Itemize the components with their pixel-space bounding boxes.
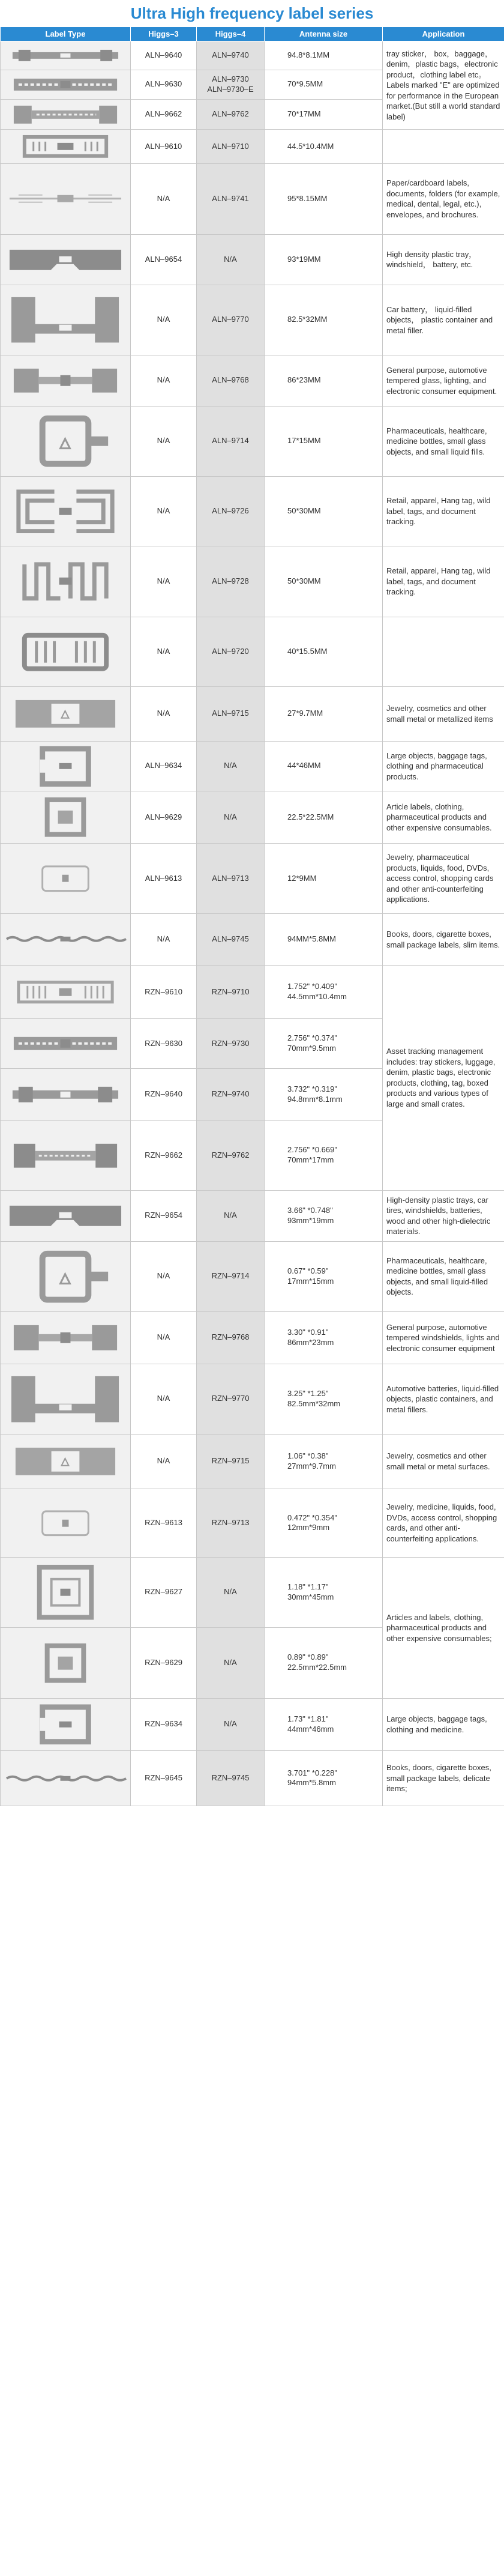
label-image-cell <box>1 355 131 407</box>
antenna-icon <box>1 1699 130 1750</box>
label-image-cell <box>1 234 131 285</box>
antenna-size-cell: 27*9.7MM <box>265 686 383 741</box>
antenna-size-cell: 3.25" *1.25" 82.5mm*32mm <box>265 1364 383 1434</box>
antenna-icon <box>1 1191 130 1241</box>
higgs4-cell: RZN–9713 <box>197 1489 265 1557</box>
higgs3-cell: N/A <box>131 476 197 546</box>
higgs3-cell: ALN–9634 <box>131 741 197 791</box>
higgs3-cell: RZN–9640 <box>131 1068 197 1120</box>
application-cell: Jewelry, medicine, liquids, food, DVDs, access control, shopping cards, and other anti-counterfeiting applications. <box>383 1489 504 1557</box>
application-cell: High density plastic tray，windshield， battery, etc. <box>383 234 504 285</box>
antenna-icon <box>1 617 130 686</box>
antenna-size-cell: 12*9MM <box>265 843 383 913</box>
table-row <box>1 164 504 234</box>
label-image-cell <box>1 1489 131 1557</box>
label-image-cell <box>1 1558 131 1627</box>
antenna-icon <box>1 1628 130 1698</box>
antenna-size-cell: 82.5*32MM <box>265 285 383 355</box>
higgs3-cell: ALN–9629 <box>131 791 197 844</box>
label-image-cell <box>1 130 131 164</box>
higgs3-cell: N/A <box>131 1241 197 1311</box>
higgs4-cell: RZN–9768 <box>197 1312 265 1364</box>
antenna-size-cell: 1.73" *1.81" 44mm*46mm <box>265 1699 383 1751</box>
application-cell: Article labels, clothing, pharmaceutical products and other expensive consumables. <box>383 791 504 844</box>
higgs4-cell: N/A <box>197 234 265 285</box>
antenna-icon <box>1 235 130 285</box>
antenna-size-cell: 40*15.5MM <box>265 617 383 686</box>
table-row <box>1 130 504 164</box>
higgs4-cell: ALN–9715 <box>197 686 265 741</box>
higgs3-cell: RZN–9634 <box>131 1699 197 1751</box>
label-image-cell <box>1 965 131 1019</box>
antenna-size-cell: 1.18" *1.17" 30mm*45mm <box>265 1558 383 1627</box>
antenna-size-cell: 44*46MM <box>265 741 383 791</box>
label-image-cell <box>1 1019 131 1069</box>
antenna-size-cell: 50*30MM <box>265 546 383 617</box>
higgs4-cell: RZN–9715 <box>197 1435 265 1489</box>
higgs4-cell: RZN–9745 <box>197 1750 265 1806</box>
table-row <box>1 1364 504 1434</box>
antenna-icon <box>1 407 130 476</box>
application-cell: Books, doors, cigarette boxes, small package labels, slim items. <box>383 914 504 966</box>
application-cell: Car battery， liquid-filled objects， plastic container and metal filler. <box>383 285 504 355</box>
antenna-icon <box>1 41 130 70</box>
higgs3-cell: N/A <box>131 686 197 741</box>
higgs3-cell: RZN–9613 <box>131 1489 197 1557</box>
antenna-icon <box>1 1019 130 1068</box>
higgs3-cell: ALN–9654 <box>131 234 197 285</box>
label-image-cell <box>1 70 131 99</box>
application-cell: Large objects, baggage tags, clothing and pharmaceutical products. <box>383 741 504 791</box>
antenna-icon <box>1 1751 130 1806</box>
higgs4-cell: N/A <box>197 1627 265 1698</box>
higgs4-cell: ALN–9710 <box>197 130 265 164</box>
application-cell <box>383 130 504 164</box>
table-row <box>1 914 504 966</box>
higgs3-cell: RZN–9629 <box>131 1627 197 1698</box>
antenna-size-cell: 22.5*22.5MM <box>265 791 383 844</box>
higgs3-cell: N/A <box>131 407 197 476</box>
higgs4-cell: ALN–9730 ALN–9730–E <box>197 70 265 99</box>
higgs4-cell: RZN–9714 <box>197 1241 265 1311</box>
antenna-size-cell: 94MM*5.8MM <box>265 914 383 966</box>
header-higgs3: Higgs–3 <box>131 27 197 41</box>
higgs4-cell: ALN–9726 <box>197 476 265 546</box>
application-cell: Jewelry, cosmetics and other small metal or metallized items <box>383 686 504 741</box>
application-cell: Paper/cardboard labels, documents, folders (for example, medical, dental, legal, etc.), envelopes, and brochures. <box>383 164 504 234</box>
antenna-size-cell: 0.89" *0.89" 22.5mm*22.5mm <box>265 1627 383 1698</box>
table-row <box>1 546 504 617</box>
antenna-icon <box>1 130 130 163</box>
table-row <box>1 617 504 686</box>
label-image-cell <box>1 99 131 130</box>
antenna-size-cell: 94.8*8.1MM <box>265 41 383 70</box>
application-cell: High-density plastic trays, car tires, windshields, batteries, wood and other high-dielectric materials. <box>383 1191 504 1242</box>
table-row <box>1 1558 504 1627</box>
label-image-cell <box>1 1627 131 1698</box>
higgs3-cell: ALN–9630 <box>131 70 197 99</box>
application-cell: Books, doors, cigarette boxes, small package labels, delicate items; <box>383 1750 504 1806</box>
table-row <box>1 41 504 70</box>
label-image-cell <box>1 1312 131 1364</box>
higgs3-cell: N/A <box>131 355 197 407</box>
label-image-cell <box>1 617 131 686</box>
higgs3-cell: RZN–9662 <box>131 1120 197 1190</box>
table-row <box>1 355 504 407</box>
antenna-icon <box>1 70 130 99</box>
higgs4-cell: ALN–9740 <box>197 41 265 70</box>
label-image-cell <box>1 914 131 966</box>
table-row <box>1 285 504 355</box>
label-image-cell <box>1 476 131 546</box>
header-antenna-size: Antenna size <box>265 27 383 41</box>
table-row <box>1 234 504 285</box>
application-cell: Articles and labels, clothing, pharmaceutical products and other expensive consumables; <box>383 1558 504 1699</box>
application-cell <box>383 617 504 686</box>
label-image-cell <box>1 1364 131 1434</box>
higgs3-cell: N/A <box>131 1312 197 1364</box>
antenna-size-cell: 70*17MM <box>265 99 383 130</box>
antenna-size-cell: 1.06" *0.38" 27mm*9.7mm <box>265 1435 383 1489</box>
application-cell: Automotive batteries, liquid-filled objects, plastic containers, and metal fillers. <box>383 1364 504 1434</box>
label-image-cell <box>1 1068 131 1120</box>
higgs3-cell: RZN–9654 <box>131 1191 197 1242</box>
label-image-cell <box>1 741 131 791</box>
higgs4-cell: N/A <box>197 1699 265 1751</box>
application-cell: Large objects, baggage tags, clothing and medicine. <box>383 1699 504 1751</box>
higgs4-cell: ALN–9768 <box>197 355 265 407</box>
higgs4-cell: RZN–9730 <box>197 1019 265 1069</box>
higgs3-cell: N/A <box>131 285 197 355</box>
antenna-icon <box>1 1312 130 1364</box>
higgs3-cell: ALN–9640 <box>131 41 197 70</box>
application-cell: General purpose, automotive tempered windshields, lights and electronic consumer equipment <box>383 1312 504 1364</box>
higgs4-cell: ALN–9770 <box>197 285 265 355</box>
label-series-table <box>0 26 504 1806</box>
label-image-cell <box>1 1750 131 1806</box>
antenna-icon <box>1 687 130 741</box>
antenna-size-cell: 3.732" *0.319" 94.8mm*8.1mm <box>265 1068 383 1120</box>
higgs3-cell: N/A <box>131 546 197 617</box>
antenna-size-cell: 70*9.5MM <box>265 70 383 99</box>
label-image-cell <box>1 285 131 355</box>
antenna-size-cell: 50*30MM <box>265 476 383 546</box>
higgs3-cell: RZN–9610 <box>131 965 197 1019</box>
antenna-icon <box>1 285 130 354</box>
antenna-icon <box>1 1364 130 1434</box>
antenna-icon <box>1 1242 130 1311</box>
higgs3-cell: ALN–9613 <box>131 843 197 913</box>
header-label-type: Label Type <box>1 27 131 41</box>
antenna-icon <box>1 355 130 407</box>
label-image-cell <box>1 686 131 741</box>
higgs3-cell: RZN–9627 <box>131 1558 197 1627</box>
higgs4-cell: N/A <box>197 1558 265 1627</box>
label-image-cell <box>1 164 131 234</box>
application-cell: Pharmaceuticals, healthcare, medicine bottles, small glass objects, and small liquid fills. <box>383 407 504 476</box>
application-cell: Jewelry, cosmetics and other small metal or metal surfaces. <box>383 1435 504 1489</box>
label-image-cell <box>1 1241 131 1311</box>
table-row <box>1 1312 504 1364</box>
label-image-cell <box>1 41 131 70</box>
antenna-icon <box>1 791 130 843</box>
higgs3-cell: ALN–9662 <box>131 99 197 130</box>
higgs4-cell: ALN–9745 <box>197 914 265 966</box>
antenna-icon <box>1 477 130 546</box>
table-row <box>1 741 504 791</box>
antenna-size-cell: 1.752" *0.409" 44.5mm*10.4mm <box>265 965 383 1019</box>
table-row <box>1 1750 504 1806</box>
antenna-icon <box>1 1489 130 1557</box>
higgs4-cell: ALN–9762 <box>197 99 265 130</box>
higgs4-cell: N/A <box>197 741 265 791</box>
antenna-icon <box>1 100 130 130</box>
higgs4-cell: N/A <box>197 1191 265 1242</box>
application-cell: General purpose, automotive tempered glass, lighting, and electronic consumer equipment. <box>383 355 504 407</box>
antenna-size-cell: 2.756" *0.669" 70mm*17mm <box>265 1120 383 1190</box>
higgs4-cell: RZN–9762 <box>197 1120 265 1190</box>
higgs4-cell: ALN–9720 <box>197 617 265 686</box>
table-row <box>1 1489 504 1557</box>
table-row <box>1 476 504 546</box>
label-image-cell <box>1 407 131 476</box>
application-cell: Asset tracking management includes: tray stickers, luggage, denim, plastic bags, electronic products, clothing, tag, boxed products and various types of large and small crates. <box>383 965 504 1190</box>
table-row <box>1 1241 504 1311</box>
higgs3-cell: N/A <box>131 1364 197 1434</box>
higgs3-cell: N/A <box>131 914 197 966</box>
table-row <box>1 686 504 741</box>
antenna-icon <box>1 844 130 913</box>
antenna-icon <box>1 1435 130 1489</box>
table-row <box>1 1191 504 1242</box>
antenna-size-cell: 95*8.15MM <box>265 164 383 234</box>
application-cell: Retail, apparel, Hang tag, wild label, tags, and document tracking. <box>383 476 504 546</box>
higgs4-cell: ALN–9714 <box>197 407 265 476</box>
label-image-cell <box>1 791 131 844</box>
antenna-size-cell: 93*19MM <box>265 234 383 285</box>
higgs3-cell: N/A <box>131 164 197 234</box>
antenna-size-cell: 0.67" *0.59" 17mm*15mm <box>265 1241 383 1311</box>
table-row <box>1 1699 504 1751</box>
antenna-size-cell: 86*23MM <box>265 355 383 407</box>
label-image-cell <box>1 1435 131 1489</box>
label-image-cell <box>1 1699 131 1751</box>
higgs4-cell: ALN–9728 <box>197 546 265 617</box>
label-image-cell <box>1 1120 131 1190</box>
table-header-row <box>1 27 504 41</box>
antenna-size-cell: 0.472" *0.354" 12mm*9mm <box>265 1489 383 1557</box>
antenna-size-cell: 3.30" *0.91" 86mm*23mm <box>265 1312 383 1364</box>
application-cell: tray sticker， box，baggage， denim，plastic bags，electronic product，clothing label etc。Labels marked "E" are optimized for performance in the European market.(But still a world standard label) <box>383 41 504 130</box>
higgs3-cell: RZN–9630 <box>131 1019 197 1069</box>
higgs4-cell: N/A <box>197 791 265 844</box>
antenna-size-cell: 44.5*10.4MM <box>265 130 383 164</box>
higgs3-cell: RZN–9645 <box>131 1750 197 1806</box>
higgs3-cell: N/A <box>131 1435 197 1489</box>
page-title: Ultra High frequency label series <box>130 4 374 22</box>
antenna-icon <box>1 164 130 234</box>
antenna-icon <box>1 914 130 965</box>
antenna-size-cell: 3.701" *0.228" 94mm*5.8mm <box>265 1750 383 1806</box>
label-image-cell <box>1 1191 131 1242</box>
antenna-icon <box>1 742 130 791</box>
label-image-cell <box>1 843 131 913</box>
antenna-icon <box>1 1121 130 1190</box>
higgs4-cell: RZN–9710 <box>197 965 265 1019</box>
antenna-size-cell: 3.66" *0.748" 93mm*19mm <box>265 1191 383 1242</box>
higgs4-cell: RZN–9770 <box>197 1364 265 1434</box>
table-row <box>1 1435 504 1489</box>
header-application: Application <box>383 27 504 41</box>
antenna-icon <box>1 966 130 1019</box>
application-cell: Retail, apparel, Hang tag, wild label, tags, and document tracking. <box>383 546 504 617</box>
antenna-icon <box>1 1558 130 1627</box>
table-row <box>1 407 504 476</box>
header-higgs4: Higgs–4 <box>197 27 265 41</box>
table-row <box>1 843 504 913</box>
higgs4-cell: RZN–9740 <box>197 1068 265 1120</box>
antenna-icon <box>1 1069 130 1120</box>
antenna-size-cell: 17*15MM <box>265 407 383 476</box>
table-row <box>1 965 504 1019</box>
label-image-cell <box>1 546 131 617</box>
application-cell: Pharmaceuticals, healthcare, medicine bottles, small glass objects, and small liquid-filled objects. <box>383 1241 504 1311</box>
application-cell: Jewelry, pharmaceutical products, liquids, food, DVDs, access control, shopping cards and other anti-counterfeiting applications. <box>383 843 504 913</box>
higgs3-cell: ALN–9610 <box>131 130 197 164</box>
higgs4-cell: ALN–9741 <box>197 164 265 234</box>
higgs4-cell: ALN–9713 <box>197 843 265 913</box>
table-row <box>1 791 504 844</box>
antenna-icon <box>1 546 130 616</box>
higgs3-cell: N/A <box>131 617 197 686</box>
antenna-size-cell: 2.756" *0.374" 70mm*9.5mm <box>265 1019 383 1069</box>
